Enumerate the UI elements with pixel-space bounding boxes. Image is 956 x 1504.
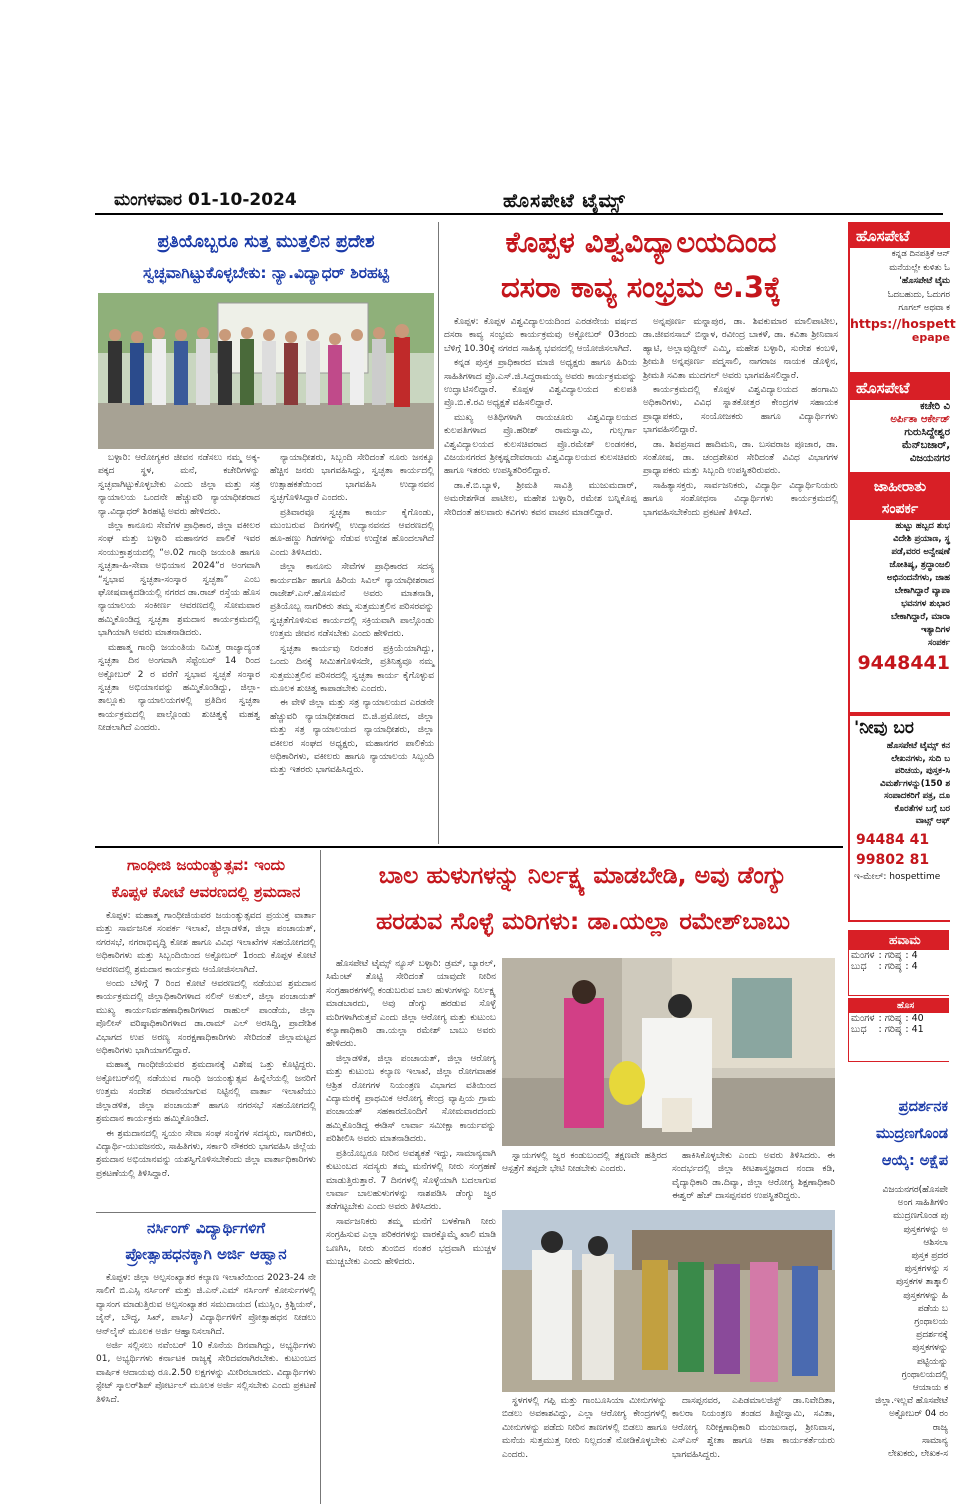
article2-para: ಕೊಪ್ಪಳ: ಕೊಪ್ಪಳ ವಿಶ್ವವಿದ್ಯಾಲಯದಿಂದ ಎರಡನೇಯ ವರ್ಷದ ದಸರಾ ಕಾವ್ಯ ಸಂಭ್ರಮ ಕಾರ್ಯಕ್ರಮವು ಅಕ್ಟೋಬರ್ 03ರಂದು ಬೆಳಿಗ್ಗೆ 10.30ಕ್ಕೆ ನಗರದ ಸಾಹಿತ್ಯ ಭವನದಲ್ಲಿ ಆಯೋಜಿಸಲಾಗಿದೆ. [444,317,637,354]
weather-value: : 4 [905,961,918,972]
article5-photo-1 [502,958,835,1146]
epaper-title: ಹೊಸಪೇಟೆ [850,224,950,248]
article3-headline [96,852,316,906]
exhibit-line: ಪುಸ್ತಕಗಳನ್ನು ಹಿ [903,1290,948,1301]
ad-line: ಹುಟ್ಟು ಹಬ್ಬದ ಶುಭ [895,521,950,531]
article5-headline [324,852,842,944]
article5-para: ಪ್ರತಿಯೊಬ್ಬರೂ ನೀರಿನ ಅವಶ್ಯಕತೆ ಇದ್ದು, ಸಾಮಾನ್ಯವಾಗಿ ಕುಟುಂಬದ ಸದಸ್ಯರು ತಮ್ಮ ಮನೆಗಳಲ್ಲಿ ನೀರು ಸಂಗ್ರಹಣೆ ಮಾಡುತ್ತಿರುತ್ತಾರೆ. 7 ದಿನಗಳಲ್ಲಿ ಸೊಳ್ಳೆಯಾಗಿ ಬದಲಾಗುವ ಲಾರ್ವಾ ಬಾಲಹುಳುಗಳನ್ನು ನಾಶಪಡಿಸಿ ಡೆಂಗ್ಯು ಜ್ವರ ತಡೆಗಟ್ಟಬೇಕು ಎಂದು ಅವರು ತಿಳಿಸಿದರು. [326,1148,496,1213]
article1-photo [98,293,434,449]
epaper-line: 'ಹೊಸಪೇಟೆ ಟೈಮ [899,276,950,286]
phone-2: 99802 81 [856,851,930,868]
weather-label: : ಗರಿಷ್ಠ [878,1013,902,1024]
article2-para: ಡಾ.ಕೆ.ಬಿ.ಬ್ಯಾಳಿ, ಶ್ರೀಮತಿ ಸಾವಿತ್ರಿ ಮುಜುಮದಾರ್, ಅಮರೇಶಗೌಡ ಪಾಟೀಲ, ಮಹೇಶ ಬಳ್ಳಾರಿ, ರಮೇಶ ಬನ್ನಿಕೊಪ್ಪ ಸೇರಿದಂತೆ ಹಲವಾರು ಕವಿಗಳು ಕವನ ವಾಚನ ಮಾಡಲಿದ್ದಾರೆ. [444,480,637,518]
epaper-box [848,222,956,374]
article4-headline [96,1215,316,1267]
article1-para: ಮಹಾತ್ಮ ಗಾಂಧಿ ಜಯಂತಿಯ ನಿಮಿತ್ತ ರಾಜ್ಯಾದ್ಯಂತ ಸ್ವಚ್ಛತಾ ದಿನ ಅಂಗವಾಗಿ ಸೆಪ್ಟೆಂಬರ್ 14 ರಿಂದ ಅಕ್ಟೋಬರ್ 2 ರ ವರೆಗೆ ಸ್ವಭಾವ ಸ್ವಚ್ಛತೆ ಸಂಸ್ಕಾರ ಸ್ವಚ್ಛತಾ ಅಭಿಯಾನವನ್ನು ಹಮ್ಮಿಕೊಂಡಿದ್ದು, ಜಿಲ್ಲಾ-ತಾಲ್ಲೂಕು ನ್ಯಾಯಾಲಯಗಳಲ್ಲಿ ಪ್ರತಿದಿನ ಸ್ವಚ್ಛತಾ ಕಾರ್ಯಕ್ರಮದಲ್ಲಿ ಪಾಲ್ಗೊಂಡು ಶುಚಿತ್ವಕ್ಕೆ ಮಹತ್ವ ನೀಡಲಾಗಿದೆ ಎಂದರು. [98,642,260,734]
article2-para: ಕಾರ್ಯಕ್ರಮದಲ್ಲಿ ಕೊಪ್ಪಳ ವಿಶ್ವವಿದ್ಯಾಲಯದ ಹಂಗಾಮಿ ಅಧಿಕಾರಿಗಳು, ವಿವಿಧ ಸ್ನಾತಕೋತ್ತರ ಕೇಂದ್ರಗಳ ಸಹಾಯಕ ಪ್ರಾಧ್ಯಾಪಕರು, ಸಂಯೋಜಕರು ಹಾಗೂ ವಿದ್ಯಾರ್ಥಿಗಳು ಭಾಗವಹಿಸಲಿದ್ದಾರೆ. [643,385,838,436]
article5-caption-1b [672,1150,835,1202]
article5-headline-line2: ಹರಡುವ ಸೊಳ್ಳೆ ಮರಿಗಳು: ಡಾ.ಯಲ್ಲಾ ರಮೇಶ್‌ಬಾಬು [375,907,791,935]
weather-row [849,1013,926,1024]
article5-headline-line1: ಬಾಲ ಹುಳುಗಳನ್ನು ನಿರ್ಲಕ್ಷ್ಯ ಮಾಡಬೇಡಿ, ಅವು ಡೆಂಗ್ಯು [378,861,788,889]
ad-line: ಜೋತಿಷ್ಯ, ಶ್ರದ್ಧಾಂಜಲಿ [889,560,950,570]
ad-line: ವಿದೇಶಿ ಪ್ರಯಾಣ, ಸ್ಥ [893,534,950,544]
article4-headline-line1: ನರ್ಸಿಂಗ್ ವಿದ್ಯಾರ್ಥಿಗಳಿಗೆ [146,1219,266,1237]
photo-caption: ಸ್ವಾಯಗಳಲ್ಲಿ ಜ್ವರ ಕಂಡುಬಂದಲ್ಲಿ ತಕ್ಷಣವೇ ಹತ್ತಿರದ ಆಸ್ಪತ್ರೆಗೆ ತಪ್ಪದೇ ಭೇಟಿ ನೀಡಬೇಕು ಎಂದರು. [502,1151,667,1175]
article2-col2 [643,316,838,844]
ad-title: ಸಂಪರ್ಕ [881,501,919,517]
exhibit-headline-line: ಮುದ್ರಣಗೊಂಡ [875,1126,948,1142]
weather-row [849,961,920,972]
weather-label: : ಗರಿಷ್ಠ [878,961,902,972]
article3-para: ಅಂದು ಬೆಳಿಗ್ಗೆ 7 ರಿಂದ ಕೋಟೆ ಆವರಣದಲ್ಲಿ ನಡೆಯುವ ಶ್ರಮದಾನ ಕಾರ್ಯಕ್ರಮದಲ್ಲಿ ಜಿಲ್ಲಾಧಿಕಾರಿಗಳಾದ ನಲಿನ್ ಅತುಲ್, ಜಿಲ್ಲಾ ಪಂಚಾಯತ್ ಮುಖ್ಯ ಕಾರ್ಯನಿರ್ವಹಣಾಧಿಕಾರಿಗಳಾದ ರಾಹುಲ್ ಪಾಂಡೆಯ, ಜಿಲ್ಲಾ ಪೊಲೀಸ್ ವರಿಷ್ಠಾಧಿಕಾರಿಗಳಾದ ಡಾ.ರಾಮ್ ಎಲ್ ಅರಸಿದ್ದಿ, ಪ್ರಾದೇಶಿಕ ವಿಭಾಗದ ಉಪ ಅರಣ್ಯ ಸಂರಕ್ಷಣಾಧಿಕಾರಿಗಳು ಸೇರಿದಂತೆ ಜಿಲ್ಲಾಮಟ್ಟದ ಅಧಿಕಾರಿಗಳು ಭಾಗಿಯಾಗಲಿದ್ದಾರೆ. [96,979,316,1057]
subscribe-line: ಕೊರತೆಗಳ ಬಗ್ಗೆ ಬರ [894,803,950,814]
epaper-line: ಮನೆಯಲ್ಲೇ ಕುಳಿತು ಓ [889,262,950,273]
exhibit-line: ವಿಜಯನಗರ(ಹೊಸಪೇ [882,1185,948,1195]
exhibit-line: ಆಯಾಯ ಕ [912,1383,948,1394]
weather-title: ಹವಾಮ [849,931,949,950]
photo-caption: ಹಾಕಿಸಿಕೊಳ್ಳಬೇಕು ಎಂದು ಅವರು ತಿಳಿಸಿದರು. ಈ ಸಂದರ್ಭದಲ್ಲಿ ಜಿಲ್ಲಾ ಕೀಟಶಾಸ್ತ್ರಜ್ಞರಾದ ನಂದಾ ಕಡಿ, ವೈದ್ಯಾಧಿಕಾರಿ ಡಾ.ದಿವ್ಯಾ, ಜಿಲ್ಲಾ ಆರೋಗ್ಯ ಶಿಕ್ಷಣಾಧಿಕಾರಿ ಈಶ್ವರ್ ಹೆಚ್ ದಾಸಪ್ಪನವರ ಉಪಸ್ಥಿತರಿದ್ದರು. [672,1151,835,1202]
weather-value: : 41 [905,1024,924,1035]
exhibit-line: ಆಶಿಸಲಾ [923,1237,948,1248]
exhibit-body [852,1184,948,1504]
exhibit-line: ಪುಸ್ತಕಗಳನ್ನು ಸ [904,1264,948,1275]
article1-para: ಜಿಲ್ಲಾ ಕಾನೂನು ಸೇವೆಗಳ ಪ್ರಾಧಿಕಾರ, ಜಿಲ್ಲಾ ವಕೀಲರ ಸಂಘ ಮತ್ತು ಬಳ್ಳಾರಿ ಮಹಾನಗರ ಪಾಲಿಕೆ ಇವರ ಸಂಯುಕ್ತಾಶ್ರಯದಲ್ಲಿ “ಅ.02 ಗಾಂಧಿ ಜಯಂತಿ ಹಾಗೂ ಸ್ವಚ್ಛತಾ-ಹಿ-ಸೇವಾ ಅಭಿಯಾನ 2024”ರ ಅಂಗವಾಗಿ “ಸ್ವಭಾವ ಸ್ವಚ್ಛತಾ-ಸಂಸ್ಕಾರ ಸ್ವಚ್ಛತಾ” ಎಂಬ ಘೋಷವಾಕ್ಯದಡಿಯಲ್ಲಿ ನಗರದ ಡಾ.ರಾಜ್ ರಸ್ತೆಯ ಹೊಸ ನ್ಯಾಯಾಲಯ ಸಂಕೀರ್ಣ ಆವರಣದಲ್ಲಿ ಸೋಮವಾರ ಹಮ್ಮಿಕೊಂಡಿದ್ದ ಸ್ವಚ್ಛತಾ ಶ್ರಮದಾನ ಕಾರ್ಯಕ್ರಮದಲ್ಲಿ ಭಾಗಿಯಾಗಿ ಅವರು ಮಾತನಾಡಿದರು. [98,521,260,639]
article3-para: ಕೊಪ್ಪಳ: ಮಹಾತ್ಮ ಗಾಂಧೀಜಿಯವರ ಜಯಂತ್ಯುತ್ಸವದ ಪ್ರಯುಕ್ತ ವಾರ್ತಾ ಮತ್ತು ಸಾರ್ವಜನಿಕ ಸಂಪರ್ಕ ಇಲಾಖೆ, ಜಿಲ್ಲಾಡಳಿತ, ಜಿಲ್ಲಾ ಪಂಚಾಯತ್, ನಗರಸಭೆ, ನಗರಾಭಿವೃದ್ಧಿ ಕೋಶ ಹಾಗೂ ವಿವಿಧ ಇಲಾಖೆಗಳ ಸಹಯೋಗದಲ್ಲಿ ಅಧಿಕಾರಿಗಳು ಮತ್ತು ಸಿಬ್ಬಂದಿಯಿಂದ ಅಕ್ಟೋಬರ್ 1ರಂದು ಕೊಪ್ಪಳ ಕೋಟೆ ಆವರಣದಲ್ಲಿ ಶ್ರಮದಾನ ಕಾರ್ಯಕ್ರಮ ಆಯೋಜಿಸಲಾಗಿದೆ. [96,911,316,975]
weather-label: : ಗರಿಷ್ಠ [878,950,902,961]
email[interactable]: ಇ-ಮೇಲ್: hospettime [854,871,941,882]
article1-headline-line1: ಪ್ರತಿಯೊಬ್ಬರೂ ಸುತ್ತ ಮುತ್ತಲಿನ ಪ್ರದೇಶ [157,232,375,252]
ad-line: ಪಡೆ,ವರರ ಅನ್ವೇಷಣೆ [891,547,950,557]
exhibit-line: ಲೇಖಕರು, ಲೇಖಕ-ಸ [887,1449,948,1460]
article2-para: ಅನ್ನಪೂರ್ಣ ಮನ್ನಾಪುರ, ಡಾ. ಶಿವಕುಮಾರ ಮಾಲಿಪಾಟೀಲ, ಡಾ.ಜೀವನಸಾಬ್ ಬಿನ್ನಾಳ, ರವೀಂದ್ರ ಬಾಕಳೆ, ಡಾ. ಕವಿತಾ ಶ್ರೀನಿವಾಸ ಹ್ಯಾಟಿ, ಅಲ್ಲಾವುದ್ದೀನ್ ಎಮ್ಮಿ, ಮಹೇಶ ಬಳ್ಳಾರಿ, ಸುರೇಶ ಕಂಬಳಿ, ಶ್ರೀಮತಿ ಅನ್ನಪೂರ್ಣ ಪದ್ಮಸಾಲಿ, ನಾಗರಾಜ ನಾಯಕ ಡೊಳ್ಳಿನ, ಶ್ರೀಮತಿ ಸವಿತಾ ಮುದಗಲ್ ಅವರು ಭಾಗವಹಿಸಲಿದ್ದಾರೆ. [643,317,838,381]
sidebar [848,218,956,1504]
article5-col1 [326,958,496,1504]
column-divider [320,850,321,1504]
exhibit-line: ಗ್ರಂಥಾಲಯದಲ್ಲಿ [901,1369,948,1380]
exhibit-headline-line: ಆಯ್ಕೆ: ಅಕ್ಷೆಪ [881,1153,948,1169]
exhibit-line: ಪಟ್ಟಿಯನ್ನು [916,1356,948,1367]
weather-box [848,930,949,996]
article5-para: ಜಿಲ್ಲಾಡಳಿತ, ಜಿಲ್ಲಾ ಪಂಚಾಯತ್, ಜಿಲ್ಲಾ ಆರೋಗ್ಯ ಮತ್ತು ಕುಟುಂಬ ಕಲ್ಯಾಣ ಇಲಾಖೆ, ಜಿಲ್ಲಾ ರೋಗವಾಹಕ ಆಶ್ರಿತ ರೋಗಗಳ ನಿಯಂತ್ರಣ ವಿಭಾಗದ ವತಿಯಿಂದ ವಿದ್ಯಾಮಠಕ್ಕೆ ಪ್ರಾಥಮಿಕ ಆರೋಗ್ಯ ಕೇಂದ್ರ ವ್ಯಾಪ್ತಿಯ ಗ್ರಾಮ ಪಂಚಾಯತ್ ಸಹಕಾರದೊಂದಿಗೆ ಸೋಮವಾರದಂದು ಹಮ್ಮಿಕೊಂಡಿದ್ದ ಈಡಿಸ್ ಲಾರ್ವಾ ಸಮೀಕ್ಷಾ ಕಾರ್ಯವನ್ನು ಪರಿಶೀಲಿಸಿ ಅವರು ಮಾತನಾಡಿದರು. [326,1053,496,1145]
article5-caption-1 [502,1150,667,1202]
epaper-link[interactable]: https://hospett [850,315,956,331]
article5-para: ದಾಸಪ್ಪನವರ, ಎಪಿಡಮಾಲಜಿಸ್ಟ್ ಡಾ.ನಿವೇದಿತಾ, ಕಾಲರಾ ನಿಯಂತ್ರಣ ತಂಡದ ತಿಪ್ಪೇಸ್ವಾಮಿ, ಸವಿತಾ, ಆರೋಗ್ಯ ನಿರೀಕ್ಷಣಾಧಿಕಾರಿ ಮಂಜುನಾಥ, ಶ್ರೀನಿವಾಸ, ಎಸ್‌ಎನ್ ಶ್ವೇತಾ ಹಾಗೂ ಆಶಾ ಕಾರ್ಯಕರ್ತೆಯರು ಭಾಗವಹಿಸಿದ್ದರು. [672,1396,835,1460]
subscribe-line: ಪರಿಚಯ, ಪುಸ್ತಕ-ಸಿ [894,766,950,776]
office-address [850,400,950,465]
exhibit-line: ಅಕ್ಟೋಬರ್ 04 ರಂ [888,1409,948,1420]
weather-label: : ಗರಿಷ್ಠ [878,1024,902,1035]
column-divider [438,222,439,844]
article5-para: ಸ್ಥಳಗಳಲ್ಲಿ ಗಪ್ಪಿ ಮತ್ತು ಗಾಂಬೂಸಿಯಾ ಮೀನುಗಳನ್ನು ಬಿಡಲು ಅವಕಾಶವಿದ್ದು, ಎಲ್ಲಾ ಆರೋಗ್ಯ ಕೇಂದ್ರಗಳಲ್ಲಿ ಮೀನುಗಳನ್ನು ಪಡೆದು ನೀರಿನ ತಾಣಗಳಲ್ಲಿ ಬಿಡಲು ಹಾಗೂ ಮನೆಯ ಸುತ್ತಮುತ್ತ ನೀರು ನಿಲ್ಲದಂತೆ ನೋಡಿಕೊಳ್ಳಬೇಕು ಎಂದರು. [502,1396,667,1460]
article2-col1 [444,316,637,844]
exhibit-line: ಜಿಲ್ಲಾ.ಇಲ್ಲವೆ ಹೊಸಪೇಟೆ [875,1396,948,1407]
epaper-link[interactable]: epape [911,330,950,344]
article3-body [96,910,316,1210]
article2-headline [444,220,838,310]
subscribe-line: ಹೊಸಪೇಟೆ ಟೈಮ್ಸ್ ಕನ [886,741,950,751]
subscribe-line: ವಿಮರ್ಶೆಗಳನ್ನು(150 ಶ [879,778,950,789]
header-rule [95,213,943,215]
article1-headline-line2: ಸ್ವಚ್ಛವಾಗಿಟ್ಟುಕೊಳ್ಳಬೇಕು: ನ್ಯಾ.ವಿದ್ಯಾಧರ್ ಶಿರಹಟ್ಟಿ [143,264,389,282]
ad-line: ಇತ್ಯಾದಿಗಳ [921,625,950,635]
article1-para: ಜಿಲ್ಲಾ ಕಾನೂನು ಸೇವೆಗಳ ಪ್ರಾಧಿಕಾರದ ಸದಸ್ಯ ಕಾರ್ಯದರ್ಶಿ ಹಾಗೂ ಹಿರಿಯ ಸಿವಿಲ್ ನ್ಯಾಯಾಧೀಶರಾದ ರಾಜೇಶ್.ಎನ್.ಹೊಸಮನೆ ಅವರು ಮಾತನಾಡಿ, ಪ್ರತಿಯೊಬ್ಬ ನಾಗರಿಕರು ತಮ್ಮ ಸುತ್ತಮುತ್ತಲಿನ ಪರಿಸರವನ್ನು ಸ್ವಚ್ಛತೆಗೊಳಿಸುವ ಕಾರ್ಯದಲ್ಲಿ ಸಕ್ರಿಯವಾಗಿ ಪಾಲ್ಗೊಂಡು ಉತ್ತಮ ಜೀವನ ನಡೆಸಬೇಕು ಎಂದು ಹೇಳಿದರು. [270,562,434,640]
article4-body [96,1272,316,1504]
office-line: ಗುರುಸಿದ್ದೇಶ್ವರ [904,427,950,438]
ad-title: ಜಾಹೀರಾತು [873,479,927,495]
exhibit-line: ಪುಸ್ತಕಗಳನ್ನು ಅ [903,1224,948,1235]
phone-1: 94484 41 [856,831,930,848]
article1-para: ಬಳ್ಳಾರಿ: ಆರೋಗ್ಯಕರ ಜೀವನ ನಡೆಸಲು ನಮ್ಮ ಅಕ್ಕ-ಪಕ್ಕದ ಸ್ಥಳ, ಮನೆ, ಕಚೇರಿಗಳನ್ನು ಸ್ವಚ್ಛವಾಗಿಟ್ಟುಕೊಳ್ಳಬೇಕು ಎಂದು ಜಿಲ್ಲಾ ಮತ್ತು ಸತ್ರ ನ್ಯಾಯಾಲಯ ಒಂದನೇ ಹೆಚ್ಚುವರಿ ನ್ಯಾಯಾಧೀಶರಾದ ನ್ಯಾ.ವಿದ್ಯಾಧರ್ ಶಿರಹಟ್ಟಿ ಅವರು ಹೇಳಿದರು. [98,453,260,517]
ad-box [848,474,950,714]
exhibit-line: ಸಾಮಾನ್ಯ [922,1435,948,1446]
weather-day: ಮಂಗಳ [851,950,875,961]
article4-para: ಕೊಪ್ಪಳ: ಜಿಲ್ಲಾ ಅಲ್ಪಸಂಖ್ಯಾತರ ಕಲ್ಯಾಣ ಇಲಾಖೆಯಿಂದ 2023-24 ನೇ ಸಾಲಿಗೆ ಬಿ.ಎಸ್ಸಿ ನರ್ಸಿಂಗ್ ಮತ್ತು ಜಿ.ಎನ್.ಎಮ್ ನರ್ಸಿಂಗ್ ಕೋರ್ಸುಗಳಲ್ಲಿ ವ್ಯಾಸಂಗ ಮಾಡುತ್ತಿರುವ ಅಲ್ಪಸಂಖ್ಯಾತರ ಸಮುದಾಯದ (ಮುಸ್ಲಿಂ, ಕ್ರಿಶ್ಚಿಯನ್, ಜೈನ್, ಬೌದ್ಧ, ಸಿಖ್, ಪಾರ್ಸಿ) ವಿದ್ಯಾರ್ಥಿಗಳಿಗೆ ಪ್ರೋತ್ಸಾಹಧನ ನೀಡಲು ಆನ್‌ಲೈನ್ ಮೂಲಕ ಅರ್ಜಿ ಆಹ್ವಾನಿಸಲಾಗಿದೆ. [96,1273,316,1337]
article5-photo-2 [502,1210,835,1392]
article1-para: ಈ ವೇಳೆ ಜಿಲ್ಲಾ ಮತ್ತು ಸತ್ರ ನ್ಯಾಯಾಲಯದ ಎರಡನೇ ಹೆಚ್ಚುವರಿ ನ್ಯಾಯಾಧೀಶರಾದ ಬಿ.ಜಿ.ಪ್ರಮೋದ, ಜಿಲ್ಲಾ ಮತ್ತು ಸತ್ರ ನ್ಯಾಯಾಲಯದ ನ್ಯಾಯಾಧೀಶರು, ಜಿಲ್ಲಾ ವಕೀಲರ ಸಂಘದ ಅಧ್ಯಕ್ಷರು, ಮಹಾನಗರ ಪಾಲಿಕೆಯ ಅಧಿಕಾರಿಗಳು, ವಕೀಲರು ಹಾಗೂ ನ್ಯಾಯಾಲಯ ಸಿಬ್ಬಂದಿ ಮತ್ತು ಇತರರು ಭಾಗವಹಿಸಿದ್ದರು. [270,698,434,776]
article1-col2 [270,452,434,846]
article3-headline-line1: ಗಾಂಧೀಜಿ ಜಯಂತ್ಯುತ್ಸವ: ಇಂದು [126,856,286,874]
subscribe-box [848,714,950,922]
subscribe-line: ಲೇಖನಗಳು, ಸುದಿ ಬ [891,753,950,764]
article4-para: ಅರ್ಜಿ ಸಲ್ಲಿಸಲು ನವೆಂಬರ್ 10 ಕೊನೆಯ ದಿನವಾಗಿದ್ದು, ಅಭ್ಯರ್ಥಿಗಳು 01, ಅಭ್ಯರ್ಥಿಗಳು ಕರ್ನಾಟಕ ರಾಜ್ಯಕ್ಕೆ ಸೇರಿದವರಾಗಿರಬೇಕು. ಕುಟುಂಬದ ವಾರ್ಷಿಕ ಆದಾಯವು ರೂ.2.50 ಲಕ್ಷಗಳನ್ನು ಮೀರಿರಬಾರದು. ವಿದ್ಯಾರ್ಥಿಗಳು ಸ್ಟೇಟ್ ಸ್ಕಾಲರ್‌ಶಿಪ್ ಪೋರ್ಟಲ್ ಮೂಲಕ ಅರ್ಜಿ ಸಲ್ಲಿಸಬೇಕು ಎಂದು ಪ್ರಕಟಣೆ ತಿಳಿಸಿದೆ. [96,1341,316,1405]
ad-line: ಅಭಿನಂದನೆಗಳು, ಜಾಹ [886,573,950,583]
weather2-table [849,1013,926,1035]
epaper-line: ಓದಬಹುದು, ಓದುಗರ [887,289,950,300]
exhibit-line: ಪುಸ್ತಕ ಪ್ರದರ [911,1251,948,1262]
article2-para: ಸಾಹಿತ್ಯಾಸಕ್ತರು, ಸಾರ್ವಜನಿಕರು, ವಿದ್ಯಾರ್ಥಿ ವಿದ್ಯಾರ್ಥಿನಿಯರು ಹಾಗೂ ಸಂಶೋಧನಾ ವಿದ್ಯಾರ್ಥಿಗಳು ಕಾರ್ಯಕ್ರಮದಲ್ಲಿ ಭಾಗವಹಿಸಬೇಕೆಂದು ಪ್ರಕಟಣೆ ತಿಳಿಸಿದೆ. [643,480,838,518]
office-line: ಅರ್ಪಿತಾ ಆರ್ಕೇಡ್ [890,414,950,425]
exhibit-line: ಮುದ್ರಣಗೊಂಡ ಪು [893,1211,948,1222]
exhibit-line: ಗ್ರಂಥಾಲಯ [914,1317,948,1328]
weather-day: ಮಂಗಳ [851,1013,875,1024]
weather-table [849,950,920,972]
office-line: ವಿಜಯನಗರ [909,453,950,464]
ad-line: ಭವನಗಳ ಶುಭಾರ [901,599,950,609]
ad-line: ಸಂಪರ್ಕ [928,638,950,648]
exhibit-line: ರಾಜ್ಯ [932,1422,948,1433]
weather2-title: ಹೊಸ [849,999,949,1013]
article5-para: ಹೊಸಪೇಟೆ ಟೈಮ್ಸ್ ನ್ಯೂಸ್ ಬಳ್ಳಾರಿ: ಡ್ರಮ್, ಬ್ಯಾರಲ್, ಸಿಮೆಂಟ್ ತೊಟ್ಟಿ ಸೇರಿದಂತೆ ಯಾವುದೇ ನೀರಿನ ಸಂಗ್ರಹಾರಕಗಳಲ್ಲಿ ಕಂಡುಬರುವ ಬಾಲ ಹುಳುಗಳನ್ನು ನಿರ್ಲಕ್ಷ್ಯ ಮಾಡಬಾರದು, ಅವು ಡೆಂಗ್ಯು ಹರಡುವ ಸೊಳ್ಳೆ ಮರಿಗಳಾಗಿರುತ್ತವೆ ಎಂದು ಜಿಲ್ಲಾ ಆರೋಗ್ಯ ಮತ್ತು ಕುಟುಂಬ ಕಲ್ಯಾಣಾಧಿಕಾರಿ ಡಾ.ಯಲ್ಲಾ ರಮೇಶ್ ಬಾಬು ಅವರು ಹೇಳಿದರು. [326,959,496,1050]
masthead-title: ಹೊಸಪೇಟೆ ಟೈಮ್ಸ್ [503,190,626,212]
article1-para: ಸ್ವಚ್ಛತಾ ಕಾರ್ಯವು ನಿರಂತರ ಪ್ರಕ್ರಿಯೆಯಾಗಿದ್ದು, ಒಂದು ದಿನಕ್ಕೆ ಸೀಮಿತಗೊಳಿಸದೇ, ಪ್ರತಿನಿತ್ಯವೂ ನಮ್ಮ ಸುತ್ತಮುತ್ತಲಿನ ಪರಿಸರದಲ್ಲಿ ಸ್ವಚ್ಛತಾ ಕಾರ್ಯ ಕೈಗೊಳ್ಳುವ ಮೂಲಕ ಶುಚಿತ್ವ ಕಾಪಾಡಬೇಕು ಎಂದರು. [270,643,434,694]
subscribe-text [850,740,950,828]
article1-col1 [98,452,260,846]
office-title: ಹೊಸಪೇಟೆ [850,376,950,400]
ad-line: ಬೇಕಾಗಿದ್ದಾರೆ ವ್ಯಾಪಾ [894,586,950,596]
office-box [848,374,950,474]
article2-para: ಮುಖ್ಯ ಅತಿಥಿಗಳಾಗಿ ರಾಯಚೂರು ವಿಶ್ವವಿದ್ಯಾಲಯದ ಕುಲಪತಿಗಳಾದ ಪ್ರೊ.ಹರೀಶ್ ರಾಮಸ್ವಾಮಿ, ಗುಲ್ಬರ್ಗಾ ವಿಶ್ವವಿದ್ಯಾಲಯದ ಕುಲಸಚಿವರಾದ ಪ್ರೊ.ರಮೇಶ್ ಲಂಡನಕರ, ವಿಜಯನಗರದ ಶ್ರೀಕೃಷ್ಣದೇವರಾಯ ವಿಶ್ವವಿದ್ಯಾಲಯದ ಕುಲಸಚಿವರು ಹಾಗೂ ಇತರರು ಉಪಸ್ಥಿತರಿರಲಿದ್ದಾರೆ. [444,412,637,477]
weather-day: ಬುಧ [851,1024,867,1035]
article2-para: ಕನ್ನಡ ಪುಸ್ತಕ ಪ್ರಾಧಿಕಾರದ ಮಾಜಿ ಅಧ್ಯಕ್ಷರು ಹಾಗೂ ಹಿರಿಯ ಸಾಹಿತಿಗಳಾದ ಪ್ರೊ.ಎಸ್.ಜಿ.ಸಿದ್ದರಾಮಯ್ಯ ಅವರು ಕಾರ್ಯಕ್ರಮವನ್ನು ಉದ್ಘಾಟಿಸಲಿದ್ದಾರೆ. ಕೊಪ್ಪಳ ವಿಶ್ವವಿದ್ಯಾಲಯದ ಕುಲಪತಿ ಪ್ರೊ.ಬಿ.ಕೆ.ರವಿ ಅಧ್ಯಕ್ಷತೆ ವಹಿಸಲಿದ್ದಾರೆ. [444,358,637,409]
ad-phone: 9448441 [857,652,950,674]
epaper-line: ಗೂಗಲ್ ಅಥವಾ ಕ [898,303,950,313]
weather-value: : 40 [905,1013,924,1024]
article3-para: ಈ ಶ್ರಮದಾನದಲ್ಲಿ ಸ್ವಯಂ ಸೇವಾ ಸಂಘ ಸಂಸ್ಥೆಗಳ ಸದಸ್ಯರು, ನಾಗರಿಕರು, ವಿದ್ಯಾರ್ಥಿ-ಯುವಜನರು, ಸಾಹಿತಿಗಳು, ಸರ್ಕಾರಿ ನೌಕರರು ಭಾಗವಹಿಸಿ ಜಿಲ್ಲೆಯ ಶ್ರಮದಾನ ಅಭಿಯಾನವನ್ನು ಯಶಸ್ವಿಗೊಳಿಸಬೇಕೆಂದು ಜಿಲ್ಲಾ ವಾರ್ತಾಧಿಕಾರಿಗಳು ಪ್ರಕಟಣೆಯಲ್ಲಿ ತಿಳಿಸಿದ್ದಾರೆ. [96,1128,316,1179]
subscribe-line: ಸಂಪಾದಕರಿಗೆ ಪತ್ರ, ದೂ [884,791,950,801]
exhibit-headline [852,1094,948,1175]
subscribe-line: ವಾಟ್ಸ್ ಆಫ್ [915,816,950,826]
article1-para: ನ್ಯಾಯಾಧೀಶರು, ಸಿಬ್ಬಂದಿ ಸೇರಿದಂತೆ ನೂರು ಜನಕ್ಕೂ ಹೆಚ್ಚಿನ ಜನರು ಭಾಗವಹಿಸಿದ್ದು, ಸ್ವಚ್ಛತಾ ಕಾರ್ಯದಲ್ಲಿ ಉತ್ಸಾಹಕತೆಯಿಂದ ಭಾಗವಹಿಸಿ ಉದ್ಯಾನವನ ಸ್ವಚ್ಛಗೊಳಿಸಿದ್ದಾರೆ ಎಂದರು. [270,453,434,504]
article5-para: ಸಾರ್ವಜನಿಕರು ತಮ್ಮ ಮನೆಗೆ ಬಳಕೆಗಾಗಿ ನೀರು ಸಂಗ್ರಹಿಸುವ ಎಲ್ಲಾ ಪರಿಕರಗಳನ್ನು ವಾರಕ್ಕೊಮ್ಮೆ ಖಾಲಿ ಮಾಡಿ ಒಣಗಿಸಿ, ನೀರು ತುಂಬಿದ ನಂತರ ಭದ್ರವಾಗಿ ಮುಚ್ಚಳ ಮುಚ್ಚಬೇಕು ಎಂದು ಹೇಳಿದರು. [326,1216,496,1267]
ad-header [850,476,950,520]
weather-row [849,950,920,961]
office-line: ಮೆನ್‌ಬಜಾರ್, [901,440,950,451]
article1-headline [98,227,434,289]
issue-date: ಮಂಗಳವಾರ 01-10-2024 [114,190,297,210]
article3-headline-line2: ಕೊಪ್ಪಳ ಕೋಟೆ ಆವರಣದಲ್ಲಿ ಶ್ರಮದಾನ [111,883,301,901]
epaper-text [850,248,950,316]
epaper-line: ಕನ್ನಡ ದಿನಪತ್ರಿಕೆ ಆನ್ [891,249,950,259]
article3-para: ಮಹಾತ್ಮ ಗಾಂಧೀಜಿಯವರ ಶ್ರಮದಾನಕ್ಕೆ ವಿಶೇಷ ಒತ್ತು ಕೊಟ್ಟಿದ್ದರು. ಅಕ್ಟೋಬರ್‌ನಲ್ಲಿ ನಡೆಯುವ ಗಾಂಧಿ ಜಯಂತ್ಯುತ್ಸವ ಹಿನ್ನೆಲೆಯಲ್ಲಿ ಜನರಿಗೆ ಉತ್ತಮ ಸಂದೇಶ ರವಾನೆಯಾಗುವ ನಿಟ್ಟಿನಲ್ಲಿ ವಾರ್ತಾ ಇಲಾಖೆಯು ಜಿಲ್ಲಾಡಳಿತ, ಜಿಲ್ಲಾ ಪಂಚಾಯತ್ ಹಾಗೂ ನಗರಸಭೆ ಸಹಯೋಗದಲ್ಲಿ ಶ್ರಮದಾನ ಕಾರ್ಯಕ್ರಮ ಹಮ್ಮಿಕೊಂಡಿದೆ. [96,1060,316,1125]
exhibit-line: ಪುಸ್ತಕಗಳನ್ನು [912,1343,948,1354]
article1-para: ಪ್ರತಿವಾರವೂ ಸ್ವಚ್ಛತಾ ಕಾರ್ಯ ಕೈಗೊಂಡು, ಮುಂಬರುವ ದಿನಗಳಲ್ಲಿ ಉದ್ಯಾನವನದ ಆವರಣದಲ್ಲಿ ಹೂ-ಹಣ್ಣು ಗಿಡಗಳನ್ನು ನೆಡುವ ಉದ್ದೇಶ ಹೊಂದಲಾಗಿದೆ ಎಂದು ತಿಳಿಸಿದರು. [270,507,434,558]
exhibit-line: ಪುಸ್ತಕಗಳ ತಾತ್ಕಾಲಿ [895,1277,948,1288]
exhibit-line: ಪ್ರದರ್ಶನಕ್ಕೆ [916,1330,948,1341]
exhibit-line: ಪಡೆಯ ಬ [917,1303,948,1314]
section-rule [95,846,843,848]
exhibit-line: ಅಂಗ ಸಾಹಿತಿಗಳಿಂ [897,1198,948,1209]
weather-day: ಬುಧ [851,961,867,972]
subscribe-title: 'ನೀವು ಬರ [854,718,914,738]
article5-col2b [672,1395,835,1504]
section-rule [96,1212,316,1213]
article4-headline-line2: ಪ್ರೋತ್ಸಾಹಧನಕ್ಕಾಗಿ ಅರ್ಜಿ ಆಹ್ವಾನ [125,1245,287,1263]
ad-line: ಬೇಕಾಗಿದ್ದಾರೆ, ಮಾರಾ [891,612,950,622]
article2-headline-line1: ಕೊಪ್ಪಳ ವಿಶ್ವವಿದ್ಯಾಲಯದಿಂದ [505,225,777,259]
article5-col2a [502,1395,667,1504]
ad-text [850,520,950,650]
article2-para: ಡಾ. ಶಿವಪ್ರಸಾದ ಹಾದಿಮನಿ, ಡಾ. ಬಸವರಾಜ ಪೂಜಾರ, ಡಾ. ಸಂತೋಷ, ಡಾ. ಚಂದ್ರಶೇಖರ ಸೇರಿದಂತೆ ವಿವಿಧ ವಿಭಾಗಗಳ ಪ್ರಾಧ್ಯಾಪಕರು ಮತ್ತು ಸಿಬ್ಬಂದಿ ಉಪಸ್ಥಿತರಿರುವರು. [643,439,838,477]
office-line: ಕಚೇರಿ ವಿ [920,401,950,412]
weather-value: : 4 [905,950,918,961]
exhibit-headline-line: ಪ್ರದರ್ಶನಕ [898,1099,948,1115]
weather-row [849,1024,926,1035]
weather2-box [848,998,949,1062]
article2-headline-line2: ದಸರಾ ಕಾವ್ಯ ಸಂಭ್ರಮ ಅ.3ಕ್ಕೆ [500,270,782,304]
